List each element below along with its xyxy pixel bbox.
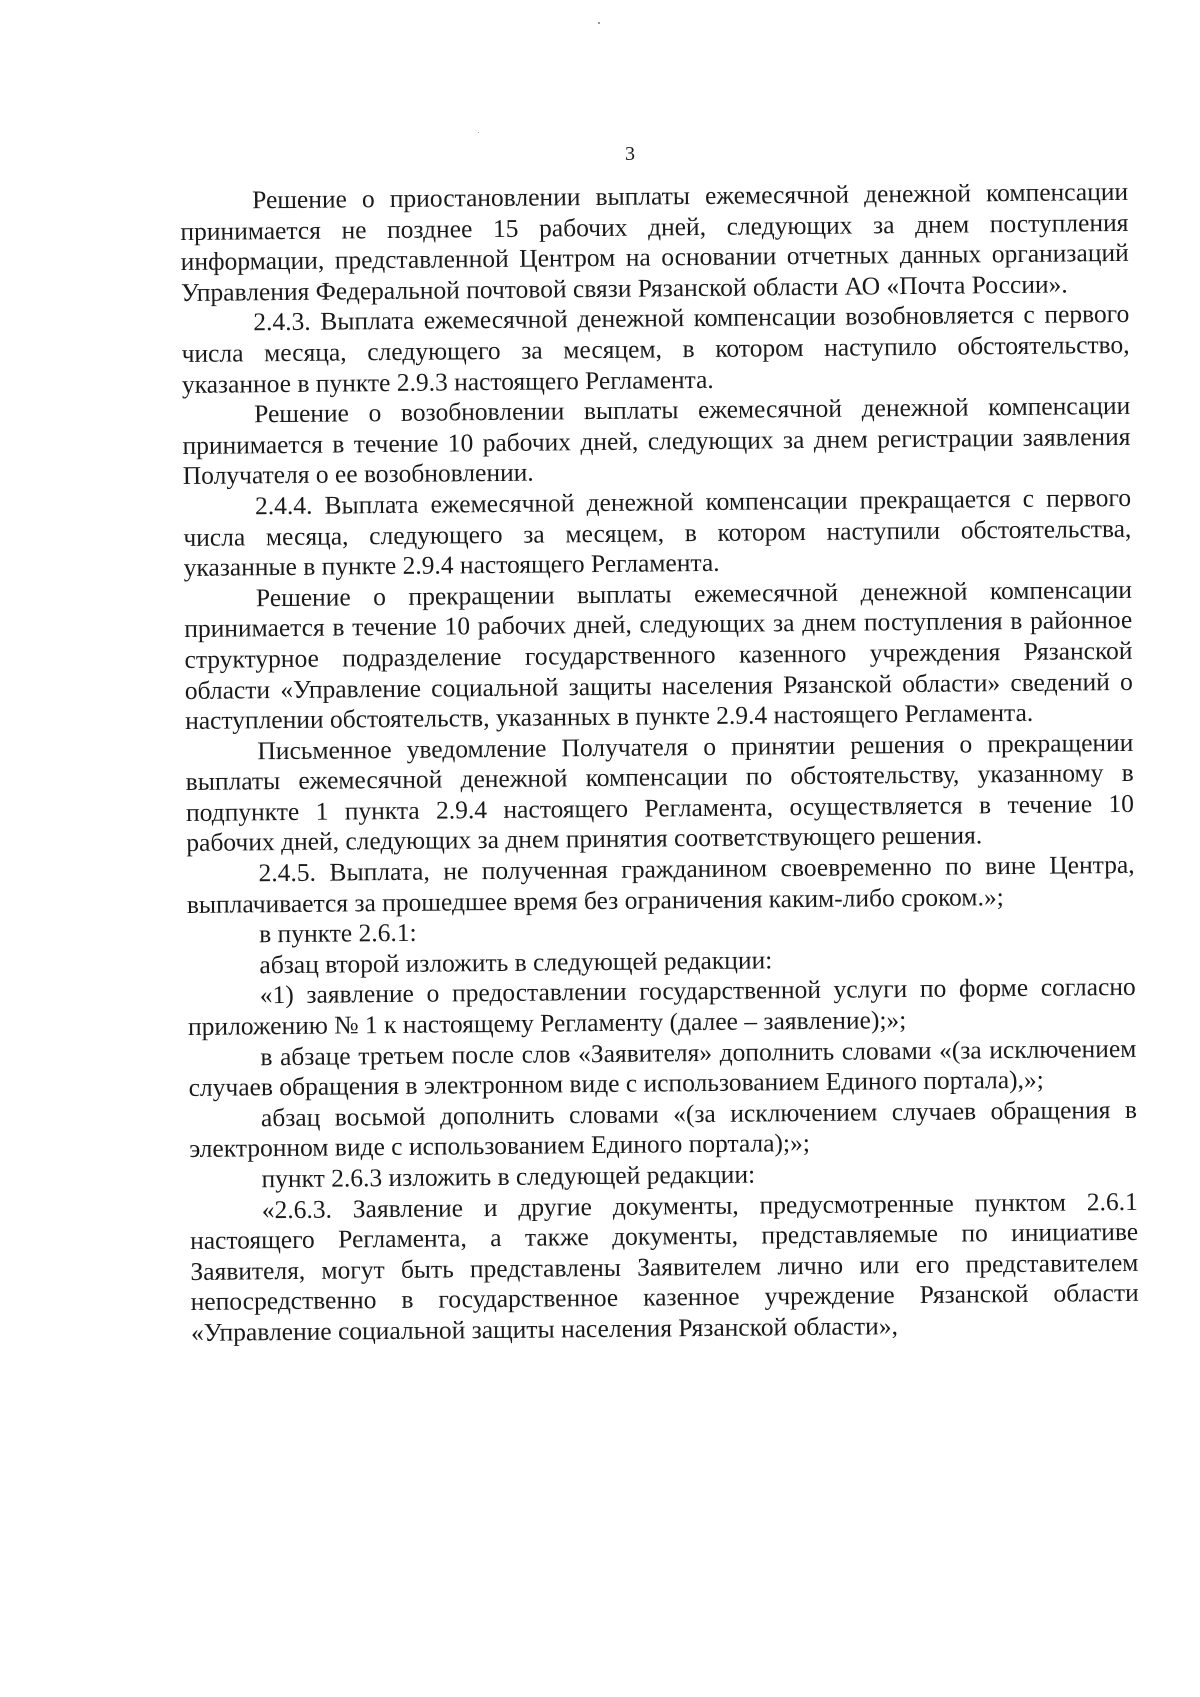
paragraph: в абзаце третьем после слов «Заявителя» дополнить словами «(за исключением случаев обращения в электронном виде с использованием Единого портала),»; <box>188 1033 1137 1103</box>
paragraph: «1) заявление о предоставлении государственной услуги по форме согласно приложению № 1 к настоящему Регламенту (далее – заявление);»; <box>187 972 1136 1041</box>
paragraph: 2.4.4. Выплата ежемесячной денежной компенсации прекращается с первого числа месяца, следующего за месяцем, в котором наступили обстоятельства, указанные в пункте 2.9.4 настоящего Регламента. <box>183 482 1132 583</box>
paragraph: 2.4.5. Выплата, не полученная гражданином своевременно по вине Центра, выплачивается за прошедшее время без ограничения каким-либо сроком.»; <box>186 849 1135 919</box>
paragraph: пункт 2.6.3 изложить в следующей редакции: <box>261 1159 756 1194</box>
paragraph: Решение о возобновлении выплаты ежемесячной денежной компенсации принимается в течение 10 рабочих дней, следующих за днем регистрации заявления Получателя о ее возобновлении. <box>182 391 1131 491</box>
scan-speck <box>478 132 479 133</box>
document-body <box>180 177 1139 1349</box>
paragraph: Решение о прекращении выплаты ежемесячной денежной компенсации принимается в течение 10 рабочих дней, следующих за днем поступления в районное структурное подразделение государственного казенного учреждения Рязанской области «Управление социальной защиты населения Рязанской области» сведений о наступлении обстоятельств, указанных в пункте 2.9.4 настоящего Регламента. <box>184 574 1133 736</box>
scan-speck <box>598 22 600 24</box>
paragraph: Письменное уведомление Получателя о принятии решения о прекращении выплаты ежемесячной денежной компенсации по обстоятельству, указанному в подпункте 1 пункта 2.9.4 настоящего Регламента, осуществляется в течение 10 рабочих дней, следующих за днем принятия соответствующего решения. <box>185 727 1135 858</box>
paragraph: абзац второй изложить в следующей редакции: <box>259 945 773 980</box>
paragraph: «2.6.3. Заявление и другие документы, предусмотренные пунктом 2.6.1 настоящего Регламента, а также документы, представляемые по инициативе Заявителя, могут быть представлены Заявителем лично или его представителем непосредственно в государственное казенное учреждение Рязанской области «Управление социальной защиты населения Рязанской области», <box>189 1186 1139 1347</box>
paragraph: 2.4.3. Выплата ежемесячной денежной компенсации возобновляется с первого числа месяца, следующего за месяцем, в котором наступило обстоятельство, указанное в пункте 2.9.3 настоящего Регламента. <box>181 299 1130 399</box>
paragraph: абзац восьмой дополнить словами «(за исключением случаев обращения в электронном виде с использованием Единого портала);»; <box>189 1094 1138 1164</box>
paragraph: в пункте 2.6.1: <box>259 918 417 949</box>
page-number: 3 <box>625 143 635 165</box>
paragraph: Решение о приостановлении выплаты ежемесячной денежной компенсации принимается не позднее 15 рабочих дней, следующих за днем поступления информации, представленной Центром на основании отчетных данных организаций Управления Федеральной почтовой связи Рязанской области АО «Почта России». <box>180 176 1129 307</box>
